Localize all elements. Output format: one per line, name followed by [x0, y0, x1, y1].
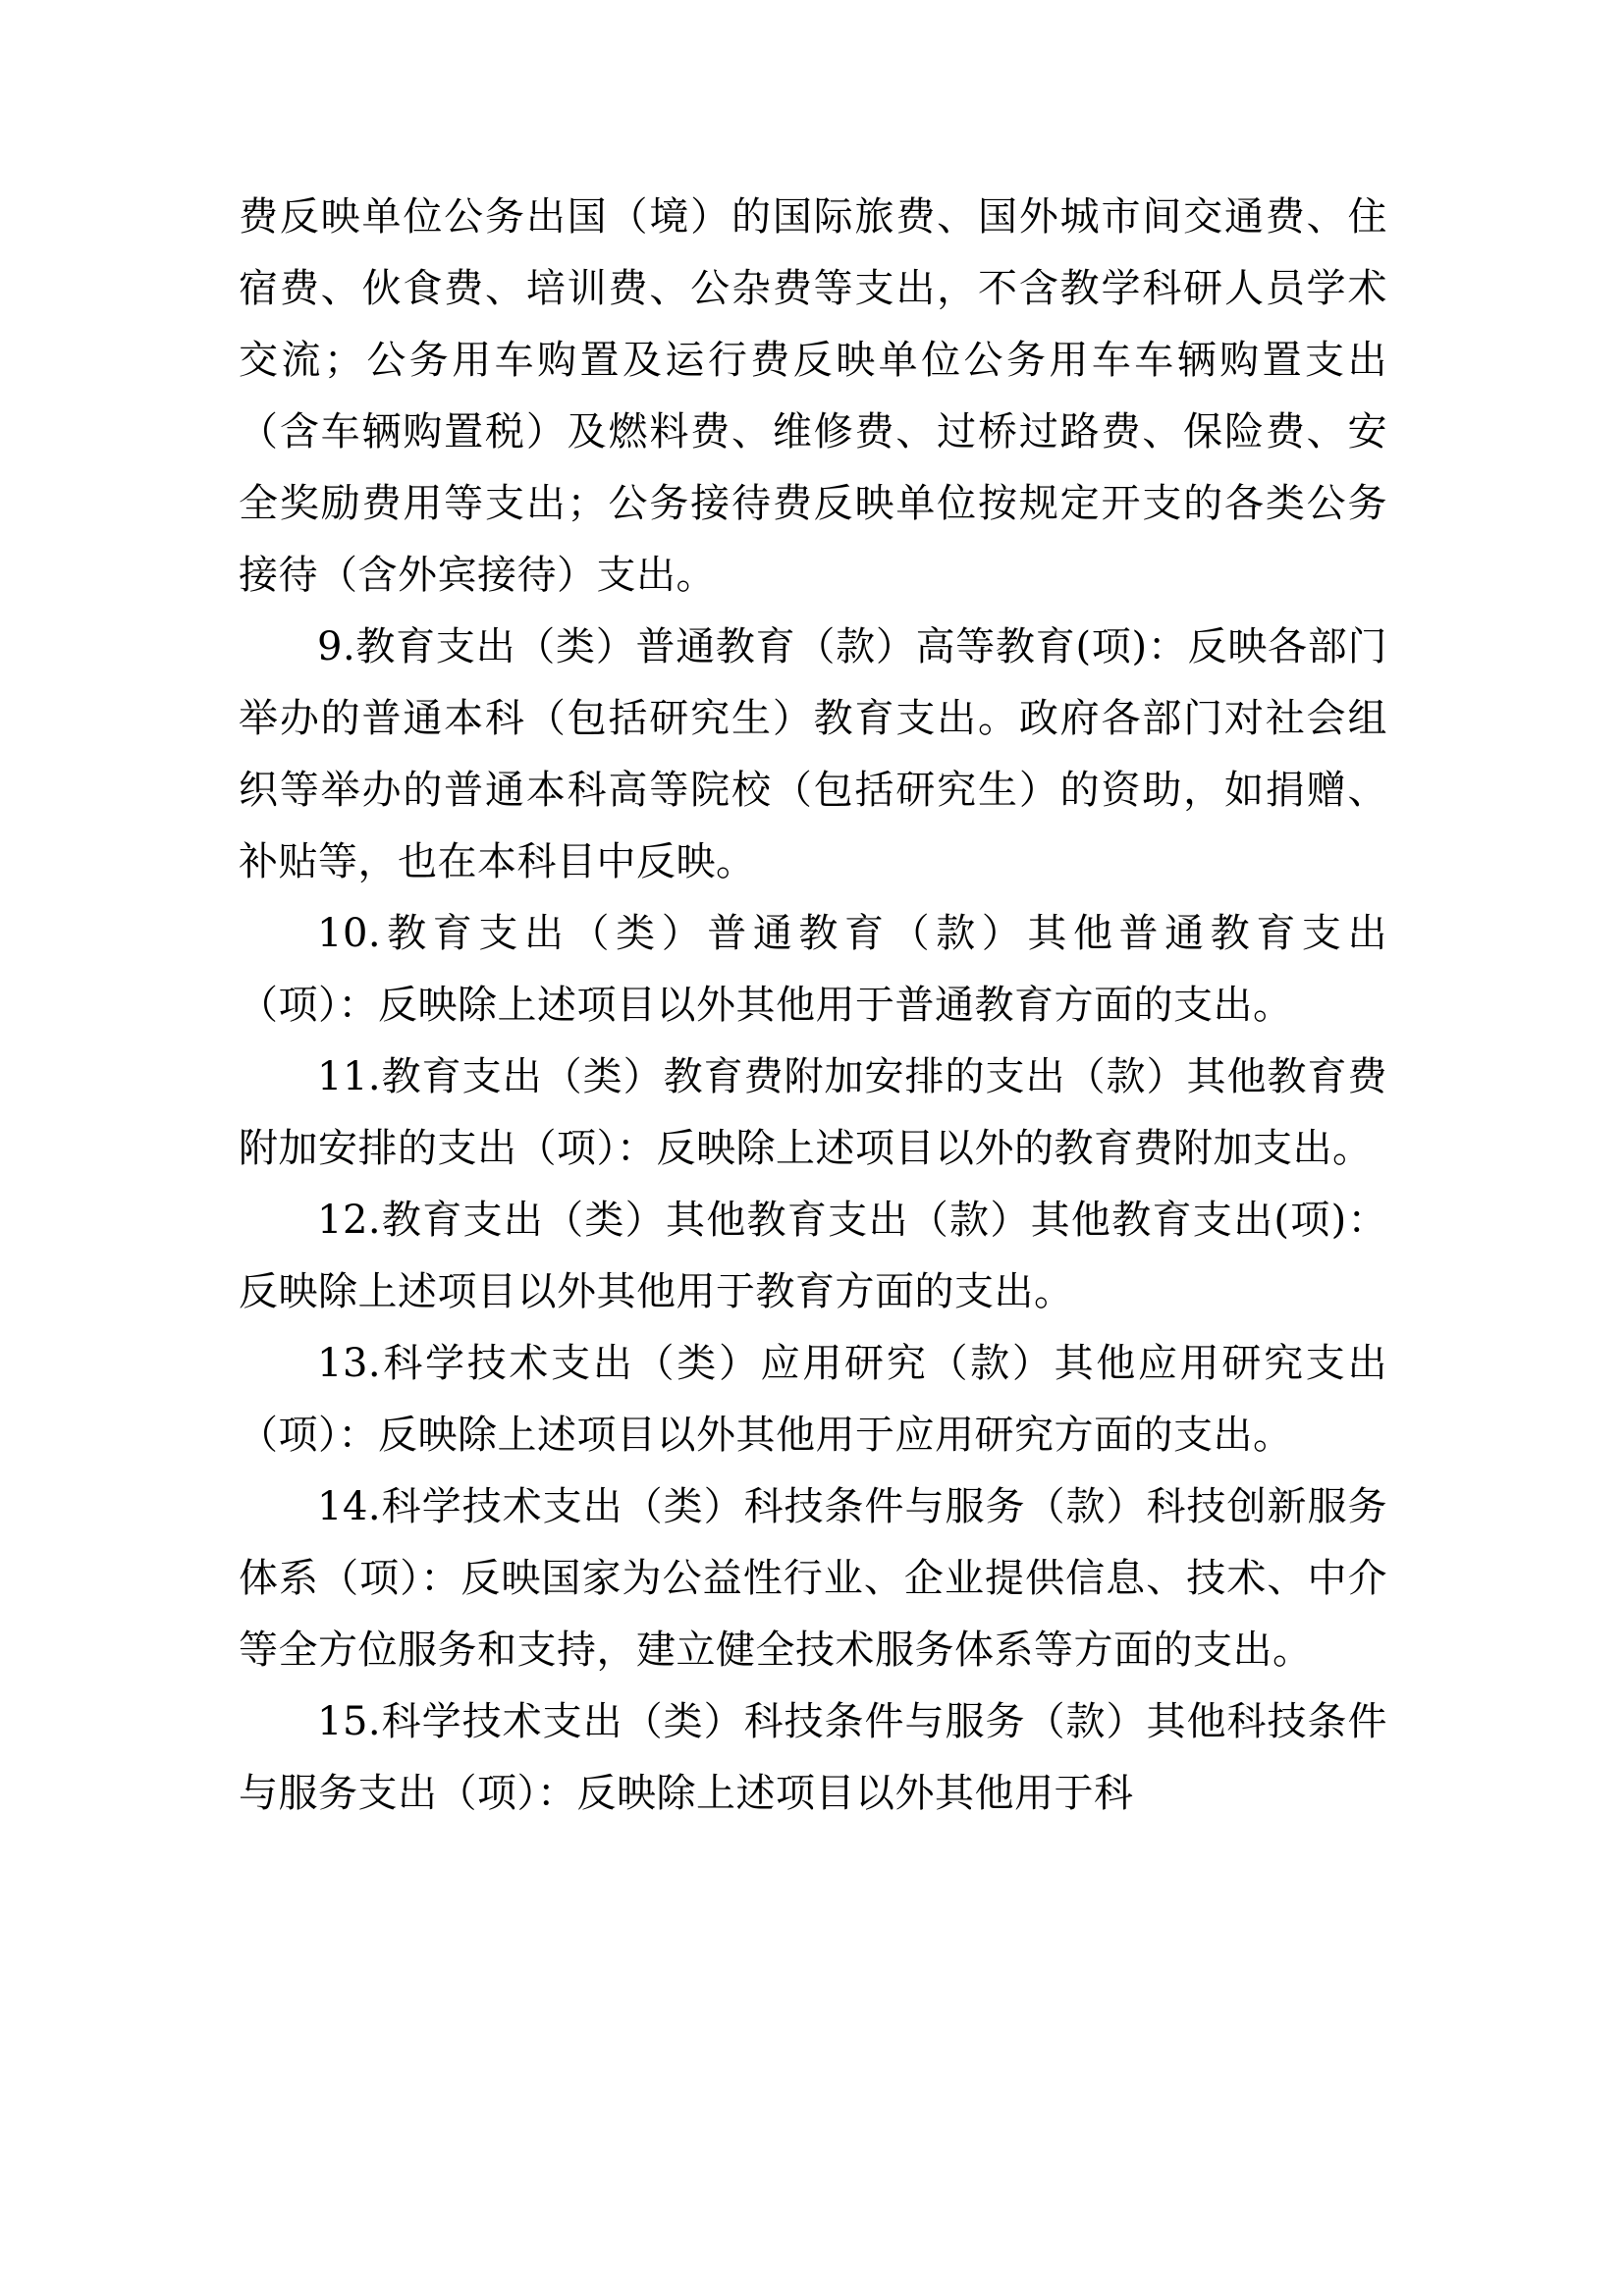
- page-body: [239, 182, 1387, 1830]
- paragraph-item-12: 12.教育支出（类）其他教育支出（款）其他教育支出(项)：反映除上述项目以外其他用于教育方面的支出。: [239, 1198, 1387, 1314]
- paragraph-item-14: 14.科学技术支出（类）科技条件与服务（款）科技创新服务体系（项）：反映国家为公益性行业、企业提供信息、技术、中介等全方位服务和支持，建立健全技术服务体系等方面的支出。: [239, 1484, 1387, 1673]
- paragraph-item-13: 13.科学技术支出（类）应用研究（款）其他应用研究支出（项）：反映除上述项目以外其他用于应用研究方面的支出。: [239, 1341, 1387, 1458]
- paragraph-item-15: 15.科学技术支出（类）科技条件与服务（款）其他科技条件与服务支出（项）：反映除上述项目以外其他用于科: [239, 1699, 1387, 1816]
- paragraph-item-11: 11.教育支出（类）教育费附加安排的支出（款）其他教育费附加安排的支出（项）：反映除上述项目以外的教育费附加支出。: [239, 1054, 1387, 1171]
- paragraph-item-9: 9.教育支出（类）普通教育（款）高等教育(项)：反映各部门举办的普通本科（包括研究生）教育支出。政府各部门对社会组织等举办的普通本科高等院校（包括研究生）的资助，如捐赠、补贴等，也在本科目中反映。: [239, 624, 1387, 884]
- paragraph-item-10: 10.教育支出（类）普通教育（款）其他普通教育支出（项）：反映除上述项目以外其他用于普通教育方面的支出。: [239, 911, 1387, 1028]
- paragraph-continuation: 费反映单位公务出国（境）的国际旅费、国外城市间交通费、住宿费、伙食费、培训费、公杂费等支出，不含教学科研人员学术交流；公务用车购置及运行费反映单位公务用车车辆购置支出（含车辆购置税）及燃料费、维修费、过桥过路费、保险费、安全奖励费用等支出；公务接待费反映单位按规定开支的各类公务接待（含外宾接待）支出。: [239, 194, 1387, 598]
